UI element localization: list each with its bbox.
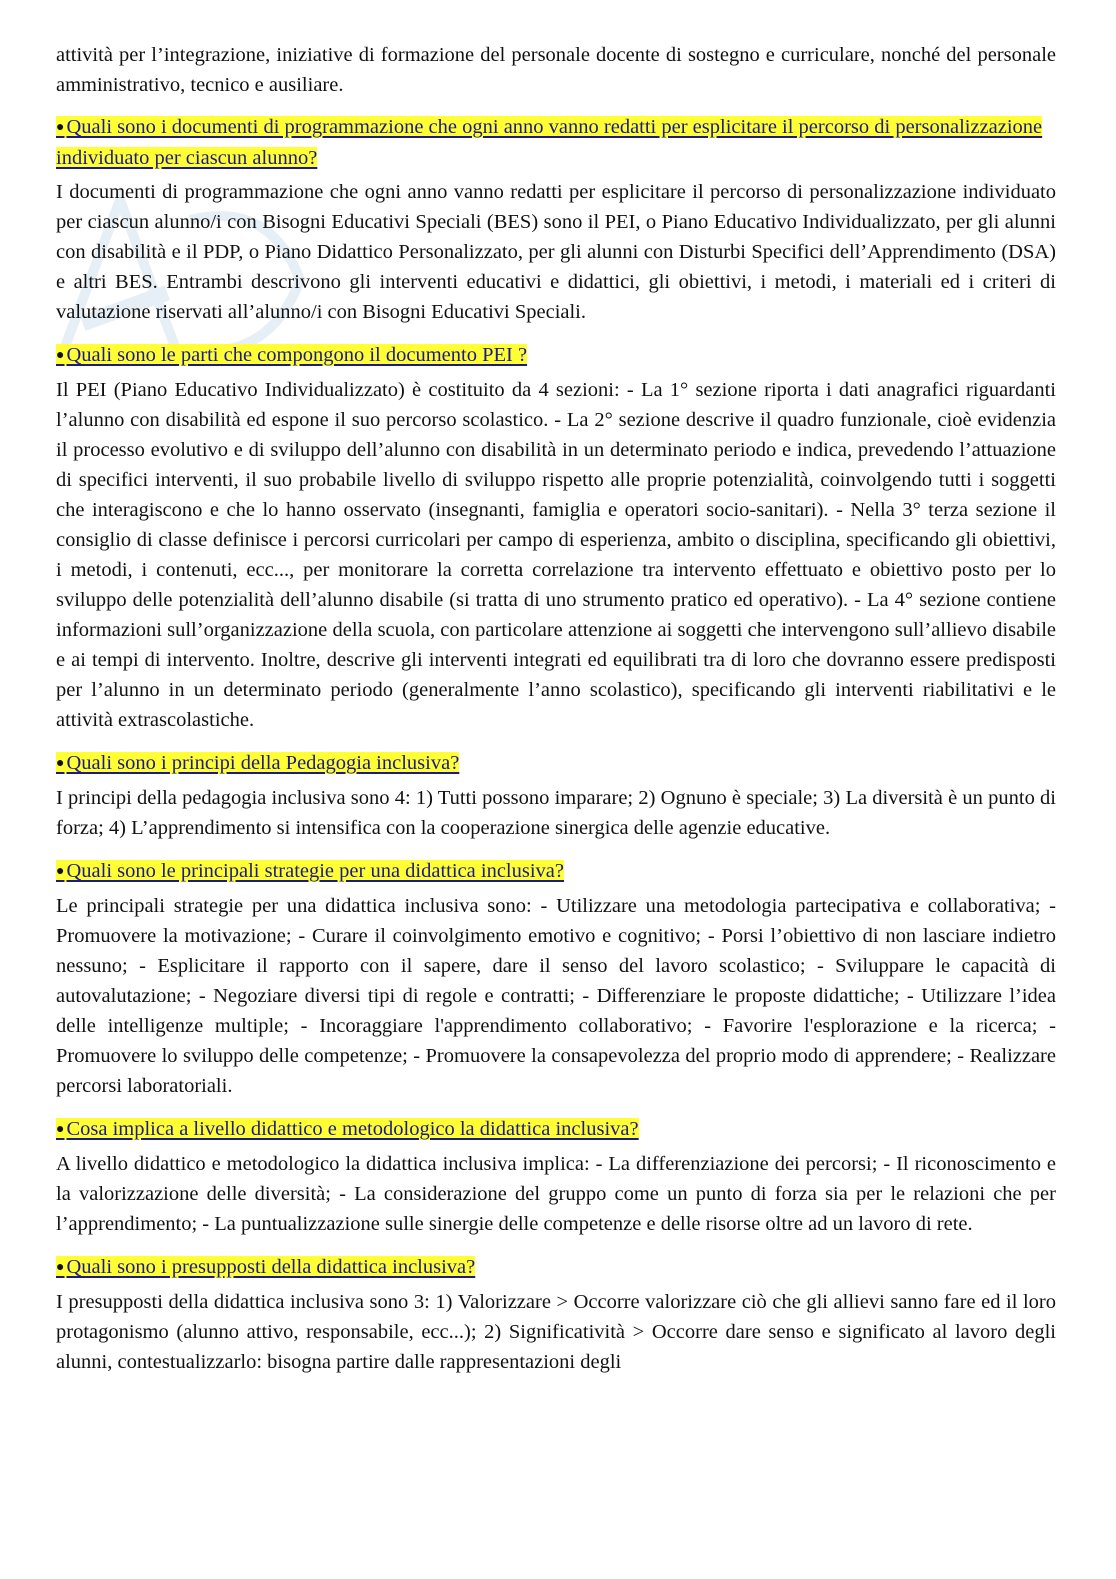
bullet-icon: ● bbox=[56, 120, 65, 135]
answer-paragraph: Le principali strategie per una didattica inclusiva sono: - Utilizzare una metodologia partecipativa e collaborativa; - Promuovere la motivazione; - Curare il coinvolgimento emotivo e cognitivo; - Porsi l’obiettivo di non lasciare indietro nessuno; - Esplicitare il rapporto con il sapere, dare il senso del lavoro scolastico; - Sviluppare le capacità di autovalutazione; - Negoziare diversi tipi di regole e contratti; - Differenziare le proposte didattiche; - Utilizzare l’idea delle intelligenze multiple; - Incoraggiare l'apprendimento collaborativo; - Favorire l'esplorazione e la ricerca; - Promuovere lo sviluppo delle competenze; - Promuovere la consapevolezza del proprio modo di apprendere; - Realizzare percorsi laboratoriali. bbox=[56, 895, 1056, 1097]
answer-paragraph: A livello didattico e metodologico la didattica inclusiva implica: - La differenziazione dei percorsi; - Il riconoscimento e la valorizzazione delle diversità; - La considerazione del gruppo come un punto di forza sia per le relazioni che per l’apprendimento; - La puntualizzazione sulle sinergie delle competenze e delle risorse oltre ad un lavoro di rete. bbox=[56, 1153, 1056, 1235]
qa-item bbox=[56, 112, 1056, 327]
qa-item bbox=[56, 1114, 1056, 1239]
question-heading bbox=[56, 748, 1056, 779]
question-heading bbox=[56, 340, 1056, 371]
document-page bbox=[56, 40, 1056, 1377]
qa-item bbox=[56, 340, 1056, 735]
qa-list bbox=[56, 112, 1056, 1377]
question-text: Cosa implica a livello didattico e metodologico la didattica inclusiva? bbox=[66, 1118, 639, 1140]
qa-item bbox=[56, 1252, 1056, 1377]
question-text: Quali sono le parti che compongono il documento PEI ? bbox=[66, 344, 528, 366]
question-heading bbox=[56, 1252, 1056, 1283]
question-heading bbox=[56, 1114, 1056, 1145]
question-text: Quali sono le principali strategie per una didattica inclusiva? bbox=[66, 860, 564, 882]
answer-paragraph: Il PEI (Piano Educativo Individualizzato) è costituito da 4 sezioni: - La 1° sezione riporta i dati anagrafici riguardanti l’alunno con disabilità ed espone il suo percorso scolastico. - La 2° sezione descrive il quadro funzionale, cioè evidenzia il processo evolutivo e di sviluppo dell’alunno con disabilità in un determinato periodo e indica, prevedendo l’attuazione di specifici interventi, il suo probabile livello di sviluppo rispetto alle proprie potenzialità, coinvolgendo tutti i soggetti che interagiscono e che lo hanno osservato (insegnanti, famiglia e operatori socio-sanitari). - Nella 3° terza sezione il consiglio di classe definisce i percorsi curricolari per campo di esperienza, ambito o disciplina, specificando gli obiettivi, i metodi, i contenuti, ecc..., per monitorare la corretta correlazione tra intervento effettuato e obiettivo posto per lo sviluppo delle potenzialità dell’alunno disabile (si tratta di uno strumento pratico ed operativo). - La 4° sezione contiene informazioni sull’organizzazione della scuola, con particolare attenzione ai soggetti che intervengono sull’allievo disabile e ai tempi di intervento. Inoltre, descrive gli interventi integrati ed equilibrati tra di loro che dovranno essere predisposti per l’alunno in un determinato periodo (generalmente l’anno scolastico), specificando gli interventi riabilitativi e le attività extrascolastiche. bbox=[56, 379, 1056, 731]
bullet-icon: ● bbox=[56, 1122, 65, 1137]
bullet-icon: ● bbox=[56, 1260, 65, 1275]
intro-paragraph: attività per l’integrazione, iniziative di formazione del personale docente di sostegno e curriculare, nonché del personale amministrativo, tecnico e ausiliare. bbox=[56, 44, 1056, 96]
question-text: Quali sono i principi della Pedagogia inclusiva? bbox=[66, 752, 460, 774]
qa-item bbox=[56, 748, 1056, 843]
answer-paragraph: I principi della pedagogia inclusiva sono 4: 1) Tutti possono imparare; 2) Ognuno è speciale; 3) La diversità è un punto di forza; 4) L’apprendimento si intensifica con la cooperazione sinergica delle agenzie educative. bbox=[56, 787, 1056, 839]
question-text: Quali sono i presupposti della didattica inclusiva? bbox=[66, 1256, 476, 1278]
answer-paragraph: I presupposti della didattica inclusiva sono 3: 1) Valorizzare > Occorre valorizzare ciò che gli allievi sanno fare ed il loro protagonismo (alunno attivo, responsabile, ecc...); 2) Significatività > Occorre dare senso e significato al lavoro degli alunni, contestualizzarlo: bisogna partire dalle rappresentazioni degli bbox=[56, 1291, 1056, 1373]
bullet-icon: ● bbox=[56, 348, 65, 363]
question-text: Quali sono i documenti di programmazione che ogni anno vanno redatti per esplicitare il percorso di personalizzazione individuato per ciascun alunno? bbox=[56, 116, 1043, 169]
qa-item bbox=[56, 856, 1056, 1101]
question-heading bbox=[56, 856, 1056, 887]
bullet-icon: ● bbox=[56, 756, 65, 771]
bullet-icon: ● bbox=[56, 864, 65, 879]
question-heading bbox=[56, 112, 1056, 173]
answer-paragraph: I documenti di programmazione che ogni anno vanno redatti per esplicitare il percorso di personalizzazione individuato per ciascun alunno/i con Bisogni Educativi Speciali (BES) sono il PEI, o Piano Educativo Individualizzato, per gli alunni con disabilità e il PDP, o Piano Didattico Personalizzato, per gli alunni con Disturbi Specifici dell’Apprendimento (DSA) e altri BES. Entrambi descrivono gli interventi educativi e didattici, gli obiettivi, i metodi, i materiali ed i criteri di valutazione riservati all’alunno/i con Bisogni Educativi Speciali. bbox=[56, 181, 1056, 323]
